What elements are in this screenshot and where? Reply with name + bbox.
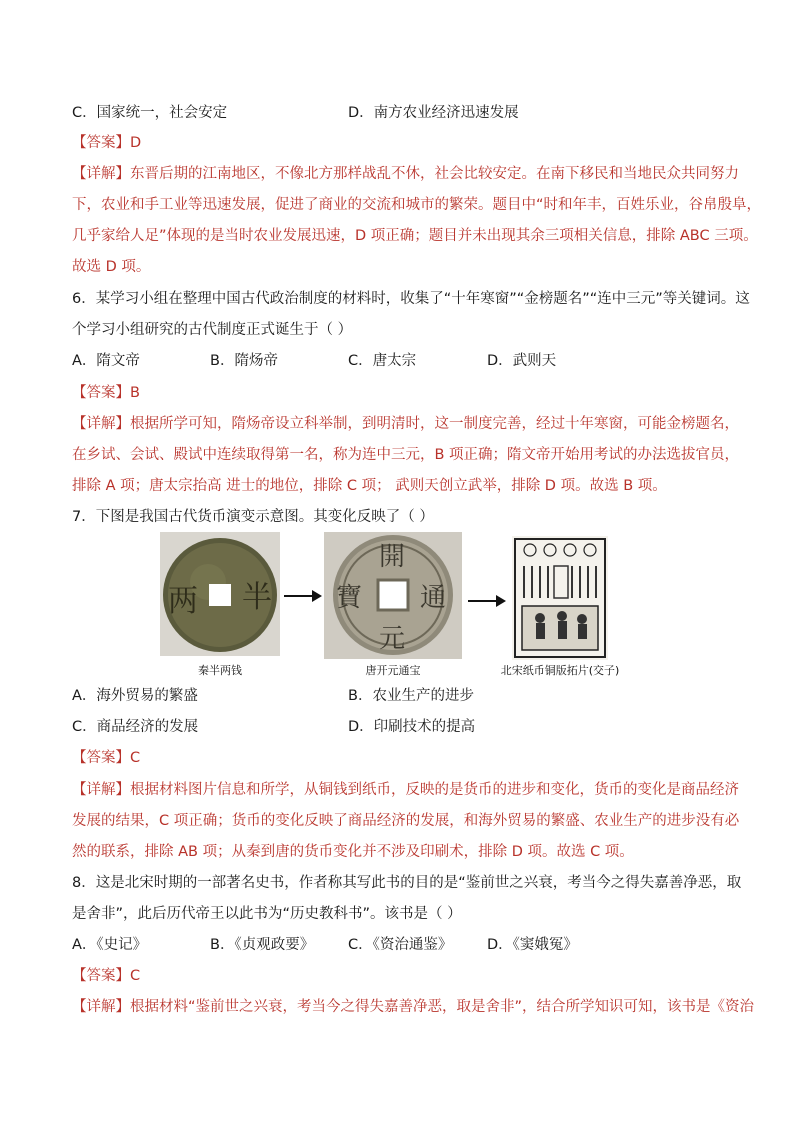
coin1-char-liang: 两 — [168, 584, 198, 619]
q7-answer — [72, 748, 732, 768]
q5-option-c: C．国家统一，社会安定 — [72, 105, 228, 121]
detail-tag: 【详解】 — [72, 782, 130, 798]
q7-option-a: A．海外贸易的繁盛 — [72, 688, 198, 704]
coin2-char-tong: 通 — [420, 583, 447, 613]
detail-tag: 【详解】 — [72, 416, 130, 432]
answer-value: C — [130, 968, 141, 984]
q7-option-c: C．商品经济的发展 — [72, 719, 199, 735]
coin2-char-bao: 寶 — [336, 583, 363, 613]
q6-option-b: B．隋炀帝 — [210, 353, 278, 369]
q8-stem-line: 8．这是北宋时期的一部著名史书，作者称其写此书的目的是“鉴前世之兴衰，考当今之得失嘉善净恶，取 — [72, 875, 742, 891]
caption-jiaozi: 北宋纸币铜版拓片(交子) — [500, 664, 620, 677]
coin2-char-yuan: 元 — [379, 624, 406, 654]
q7-detail-line: 然的联系，排除 AB 项；从秦到唐的货币变化并不涉及印刷术，排除 D 项。故选 C 项。 — [72, 844, 634, 860]
q6-stem-line: 个学习小组研究的古代制度正式诞生于（ ） — [72, 322, 353, 338]
coin1-char-ban: 半 — [242, 580, 272, 615]
answer-tag: 【答案】 — [72, 968, 130, 984]
q6-answer — [72, 383, 732, 403]
q8-option-d: D．《窦娥冤》 — [487, 937, 578, 953]
q7-detail-line: 【详解】根据材料图片信息和所学，从铜钱到纸币，反映的是货币的进步和变化，货币的变化是商品经济 — [72, 782, 739, 798]
q6-stem-line: 6．某学习小组在整理中国古代政治制度的材料时，收集了“十年寒窗”“金榜题名”“连中三元”等关键词。这 — [72, 291, 750, 307]
detail-tag: 【详解】 — [72, 999, 130, 1015]
q8-option-c: C．《资治通鉴》 — [348, 937, 453, 953]
q8-stem-line: 是舍非”，此后历代帝王以此书为“历史教科书”。该书是（ ） — [72, 906, 462, 922]
q6-detail-line: 在乡试、会试、殿试中连续取得第一名，称为连中三元，B 项正确；隋文帝开始用考试的办法选拔官员， — [72, 447, 740, 463]
q5-answer — [72, 133, 732, 153]
answer-tag: 【答案】 — [72, 385, 130, 401]
q8-answer — [72, 966, 732, 986]
q7-option-d: D．印刷技术的提高 — [348, 719, 476, 735]
caption-qin-coin: 秦半两钱 — [198, 664, 242, 677]
q6-option-c: C．唐太宗 — [348, 353, 417, 369]
answer-value: B — [130, 385, 140, 401]
q7-detail-line: 发展的结果，C 项正确；货币的变化反映了商品经济的发展，和海外贸易的繁盛、农业生产的进步没有必 — [72, 813, 740, 829]
answer-value: D — [130, 135, 142, 151]
detail-tag: 【详解】 — [72, 166, 130, 182]
q5-detail-line: 下，农业和手工业等迅速发展，促进了商业的交流和城市的繁荣。题目中“时和年丰，百姓乐业，谷帛殷阜， — [72, 197, 762, 213]
coin2-char-kai: 開 — [379, 542, 406, 572]
q5-detail-line: 【详解】东晋后期的江南地区，不像北方那样战乱不休，社会比较安定。在南下移民和当地民众共同努力 — [72, 166, 739, 182]
arrow-right-icon — [468, 600, 504, 602]
answer-tag: 【答案】 — [72, 750, 130, 766]
arrow-right-icon — [284, 595, 320, 597]
q7-option-b: B．农业生产的进步 — [348, 688, 474, 704]
q6-detail-line: 【详解】根据所学可知，隋炀帝设立科举制，到明清时，这一制度完善，经过十年寒窗，可能金榜题名， — [72, 416, 739, 432]
jiaozi-banknote-image — [512, 536, 608, 660]
q8-option-b: B．《贞观政要》 — [210, 937, 315, 953]
q5-detail-line: 几乎家给人足”体现的是当时农业发展迅速，D 项正确；题目并未出现其余三项相关信息，排除 ABC 三项。 — [72, 228, 758, 244]
q6-option-a: A．隋文帝 — [72, 353, 140, 369]
q6-option-d: D．武则天 — [487, 353, 557, 369]
answer-tag: 【答案】 — [72, 135, 130, 151]
q5-detail-line: 故选 D 项。 — [72, 259, 151, 275]
q8-option-a: A．《史记》 — [72, 937, 148, 953]
q5-option-d: D．南方农业经济迅速发展 — [348, 105, 519, 121]
currency-evolution-figure — [160, 532, 640, 682]
q7-stem: 7．下图是我国古代货币演变示意图。其变化反映了（ ） — [72, 509, 434, 525]
answer-value: C — [130, 750, 141, 766]
q8-detail-line: 【详解】根据材料“鉴前世之兴衰，考当今之得失嘉善净恶，取是舍非”，结合所学知识可知，该书是《资治 — [72, 999, 755, 1015]
q6-detail-line: 排除 A 项；唐太宗抬高 进士的地位，排除 C 项； 武则天创立武举，排除 D 项。故选 B 项。 — [72, 478, 667, 494]
caption-tang-coin: 唐开元通宝 — [365, 664, 421, 677]
